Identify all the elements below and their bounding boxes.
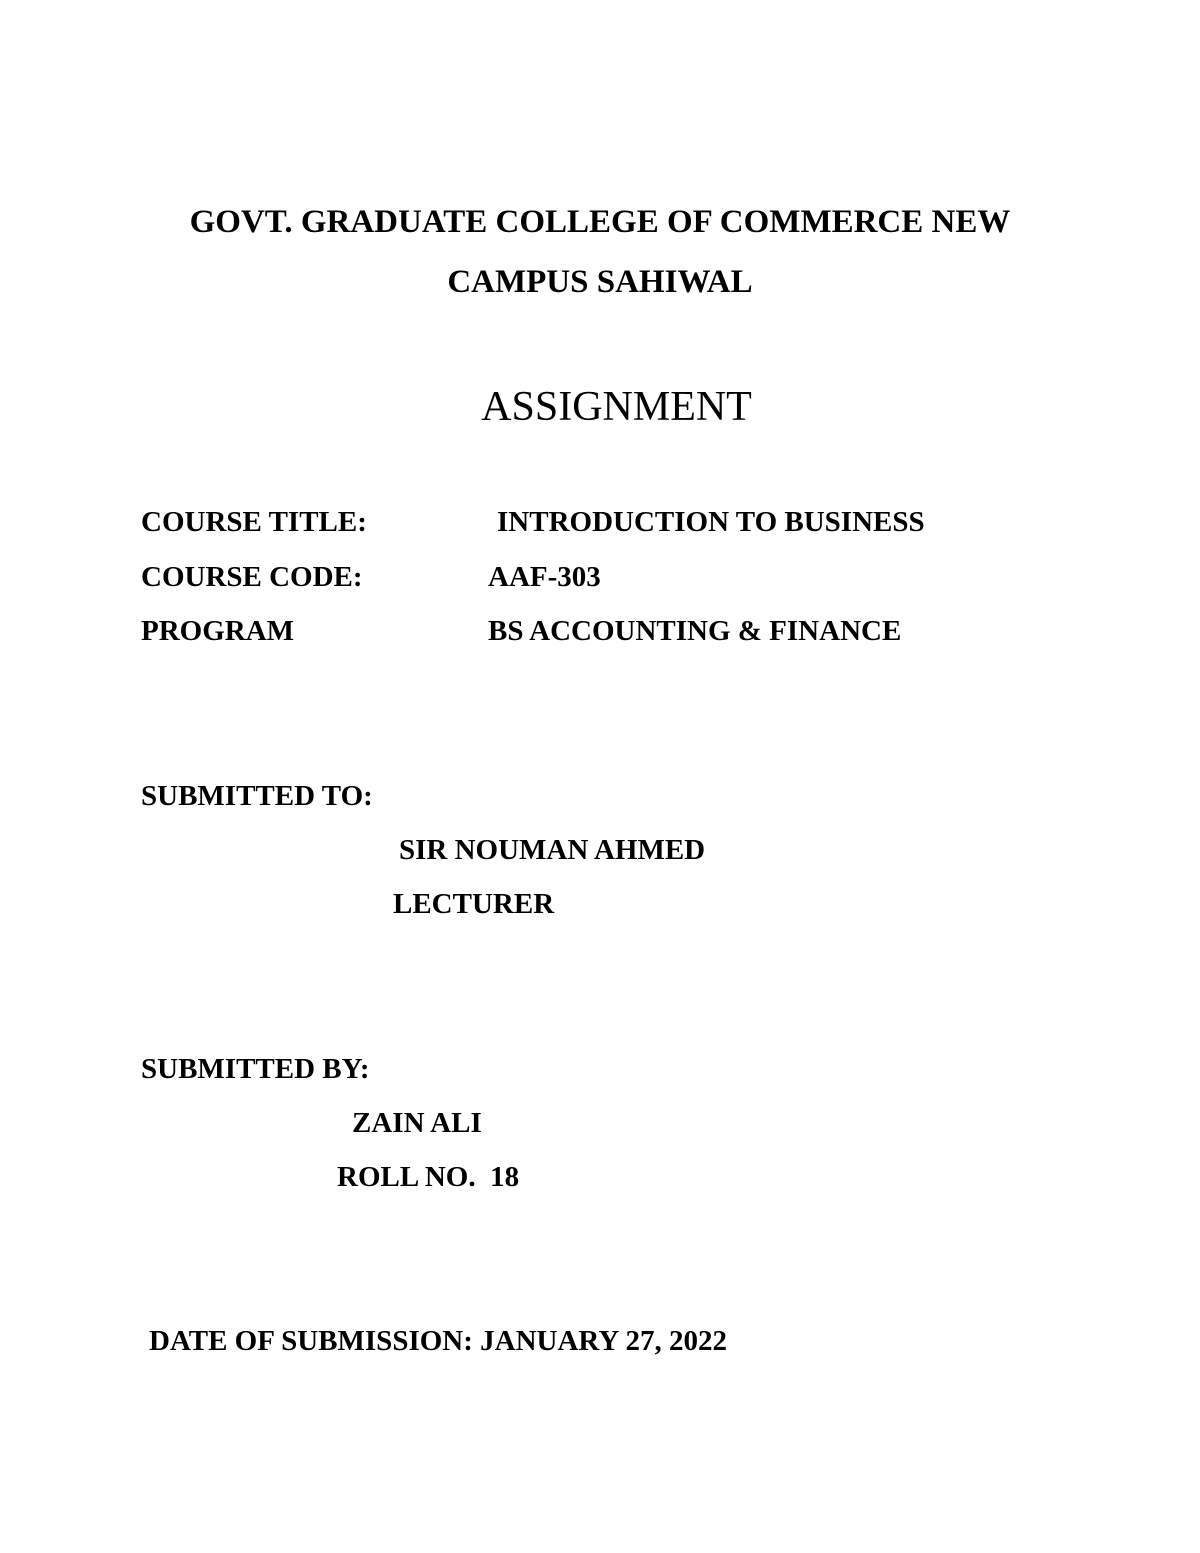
college-name-line-2: CAMPUS SAHIWAL	[447, 264, 753, 300]
submitted-by-label: SUBMITTED BY:	[141, 1053, 370, 1085]
submitted-to-name: SIR NOUMAN AHMED	[399, 834, 706, 866]
document-type-heading: ASSIGNMENT	[481, 384, 752, 430]
submitted-to-label: SUBMITTED TO:	[141, 780, 373, 812]
program-label: PROGRAM	[141, 615, 295, 647]
submitted-to-designation: LECTURER	[393, 888, 555, 920]
college-name-line-1: GOVT. GRADUATE COLLEGE OF COMMERCE NEW	[189, 204, 1011, 240]
course-title-label: COURSE TITLE:	[141, 506, 367, 538]
program-value: BS ACCOUNTING & FINANCE	[488, 615, 902, 647]
submitted-by-roll-no: ROLL NO. 18	[337, 1161, 520, 1193]
course-code-value: AAF-303	[488, 561, 601, 593]
date-of-submission: DATE OF SUBMISSION: JANUARY 27, 2022	[149, 1325, 727, 1357]
submitted-by-name: ZAIN ALI	[352, 1107, 482, 1139]
course-title-value: INTRODUCTION TO BUSINESS	[497, 506, 925, 538]
course-code-label: COURSE CODE:	[141, 561, 363, 593]
